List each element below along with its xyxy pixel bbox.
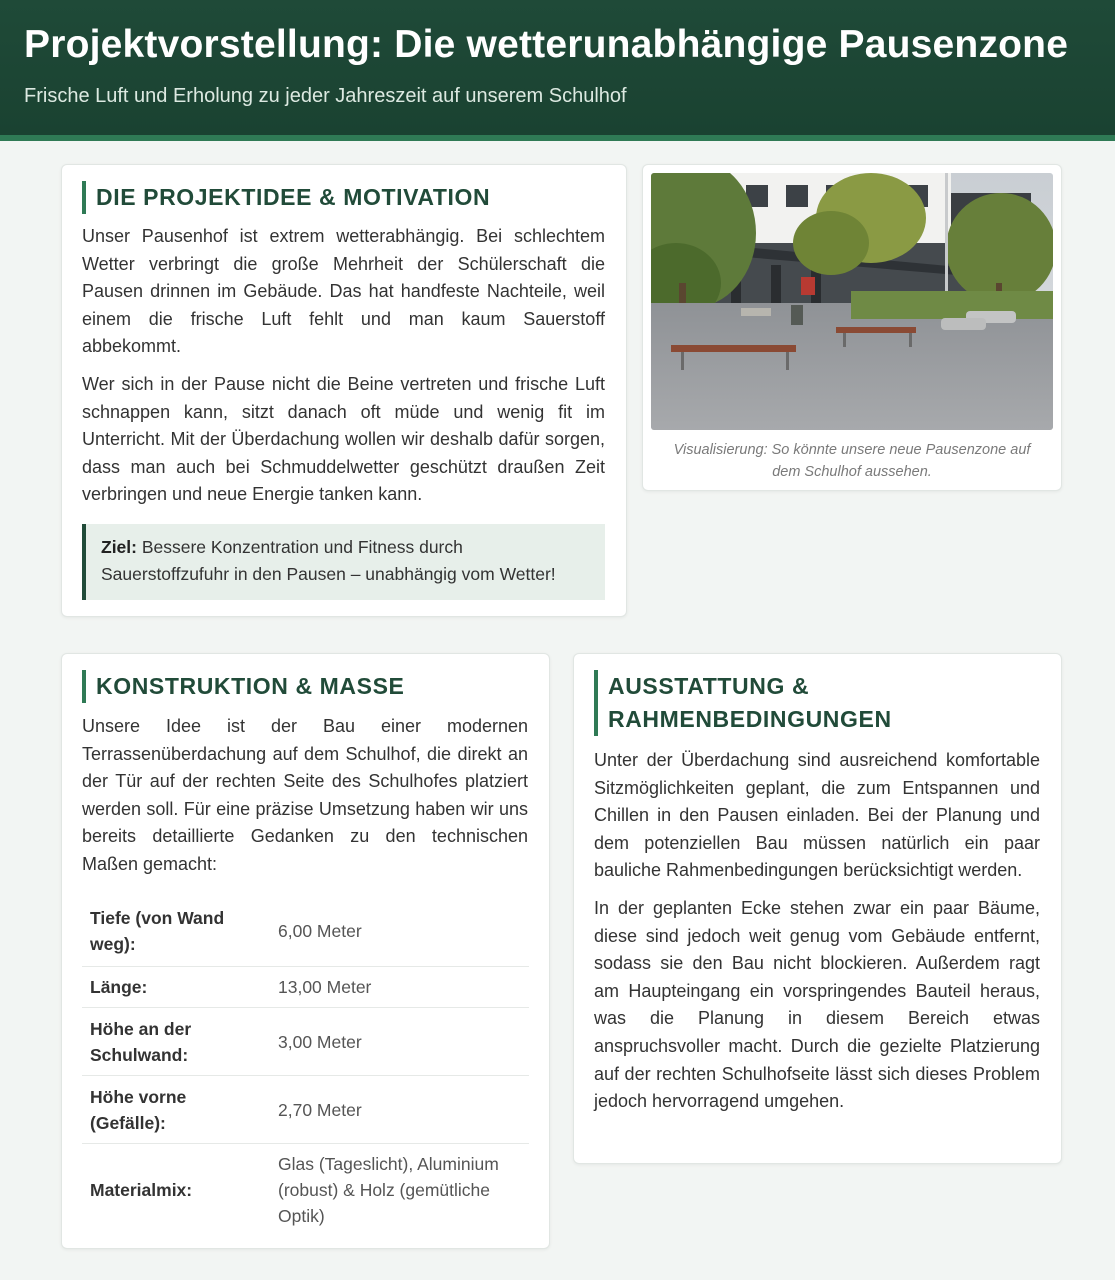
- equipment-paragraph-1: Unter der Überdachung sind ausreichend komfortable Sitzmöglichkeiten geplant, die zum Entspannen und Chillen in den Pausen einladen. Bei der Planung und dem potenziellen Bau müssen natürlich ein paar bauliche Rahmenbedingungen berücksichtigt werden.: [594, 750, 1040, 881]
- construction-card: [61, 653, 550, 1249]
- equipment-paragraph-2: In der geplanten Ecke stehen zwar ein paar Bäume, diese sind jedoch weit genug vom Gebäude entfernt, sodass sie den Bau nicht blockieren. Außerdem ragt am Haupteingang ein vorspringendes Bauteil heraus, was die Planung in diesem Bereich etwas anspruchsvoller macht. Durch die gezielte Platzierung auf der rechten Schulhofseite lässt sich dieses Problem jedoch hervorragend umgehen.: [594, 897, 1040, 1112]
- page-header: [0, 0, 1115, 141]
- schoolyard-photo: [651, 173, 1053, 430]
- spec-value: 6,00 Meter: [278, 921, 362, 942]
- photo-caption: Visualisierung: So könnte unsere neue Pausenzone auf dem Schulhof aussehen.: [673, 442, 1031, 480]
- page-subtitle: Frische Luft und Erholung zu jeder Jahreszeit auf unserem Schulhof: [24, 85, 627, 107]
- spec-label: Höhe vorne (Gefälle):: [90, 1086, 187, 1133]
- table-row: [82, 967, 529, 1008]
- spec-value: 3,00 Meter: [278, 1031, 362, 1052]
- goal-text: Bessere Konzentration und Fitness durch Sauerstoffzufuhr in den Pausen – unabhängig vom Wetter!: [101, 536, 556, 584]
- page-title: Projektvorstellung: Die wetterunabhängige Pausenzone: [24, 23, 1069, 66]
- spec-label: Materialmix:: [90, 1179, 193, 1200]
- construction-paragraph: Unsere Idee ist der Bau einer modernen Terrassenüberdachung auf dem Schulhof, die direkt an der Tür auf der rechten Seite des Schulhofes platziert werden soll. Für eine präzise Umsetzung haben wir uns bereits detaillierte Gedanken zu den technischen Maßen gemacht:: [82, 716, 528, 874]
- spec-label: Tiefe (von Wand weg):: [90, 908, 225, 955]
- construction-heading: KONSTRUKTION & MASSE: [82, 670, 528, 703]
- idea-heading: DIE PROJEKTIDEE & MOTIVATION: [82, 181, 605, 214]
- table-row: [82, 897, 529, 967]
- idea-paragraph-2: Wer sich in der Pause nicht die Beine vertreten und frische Luft schnappen kann, sitzt danach oft müde und wenig fit im Unterricht. Mit der Überdachung wollen wir deshalb dafür sorgen, dass man auch bei Schmuddelwetter geschützt draußen Zeit verbringen und neue Energie tanken kann.: [82, 373, 605, 505]
- table-row: [82, 1144, 529, 1236]
- table-row: [82, 1076, 529, 1144]
- goal-label: Ziel:: [101, 536, 137, 557]
- photo-card: [642, 164, 1062, 491]
- spec-value: 13,00 Meter: [278, 977, 372, 998]
- idea-card: [61, 164, 627, 617]
- equipment-card: [573, 653, 1062, 1164]
- idea-paragraph-1: Unser Pausenhof ist extrem wetterabhängig. Bei schlechtem Wetter verbringt die große Mehrheit der Schülerschaft die Pausen drinnen im Gebäude. Das hat handfeste Nachteile, weil einem die frische Luft fehlt und man kaum Sauerstoff abbekommt.: [82, 226, 605, 357]
- spec-label: Höhe an der Schulwand:: [90, 1018, 192, 1065]
- equipment-heading: AUSSTATTUNG & RAHMENBEDINGUNGEN: [594, 670, 1040, 736]
- spec-value: 2,70 Meter: [278, 1099, 362, 1120]
- spec-value: Glas (Tageslicht), Aluminium (robust) & Holz (gemütliche Optik): [278, 1153, 499, 1226]
- specs-table: [82, 897, 529, 1236]
- spec-label: Länge:: [90, 977, 148, 998]
- table-row: [82, 1008, 529, 1076]
- goal-callout: [82, 524, 605, 600]
